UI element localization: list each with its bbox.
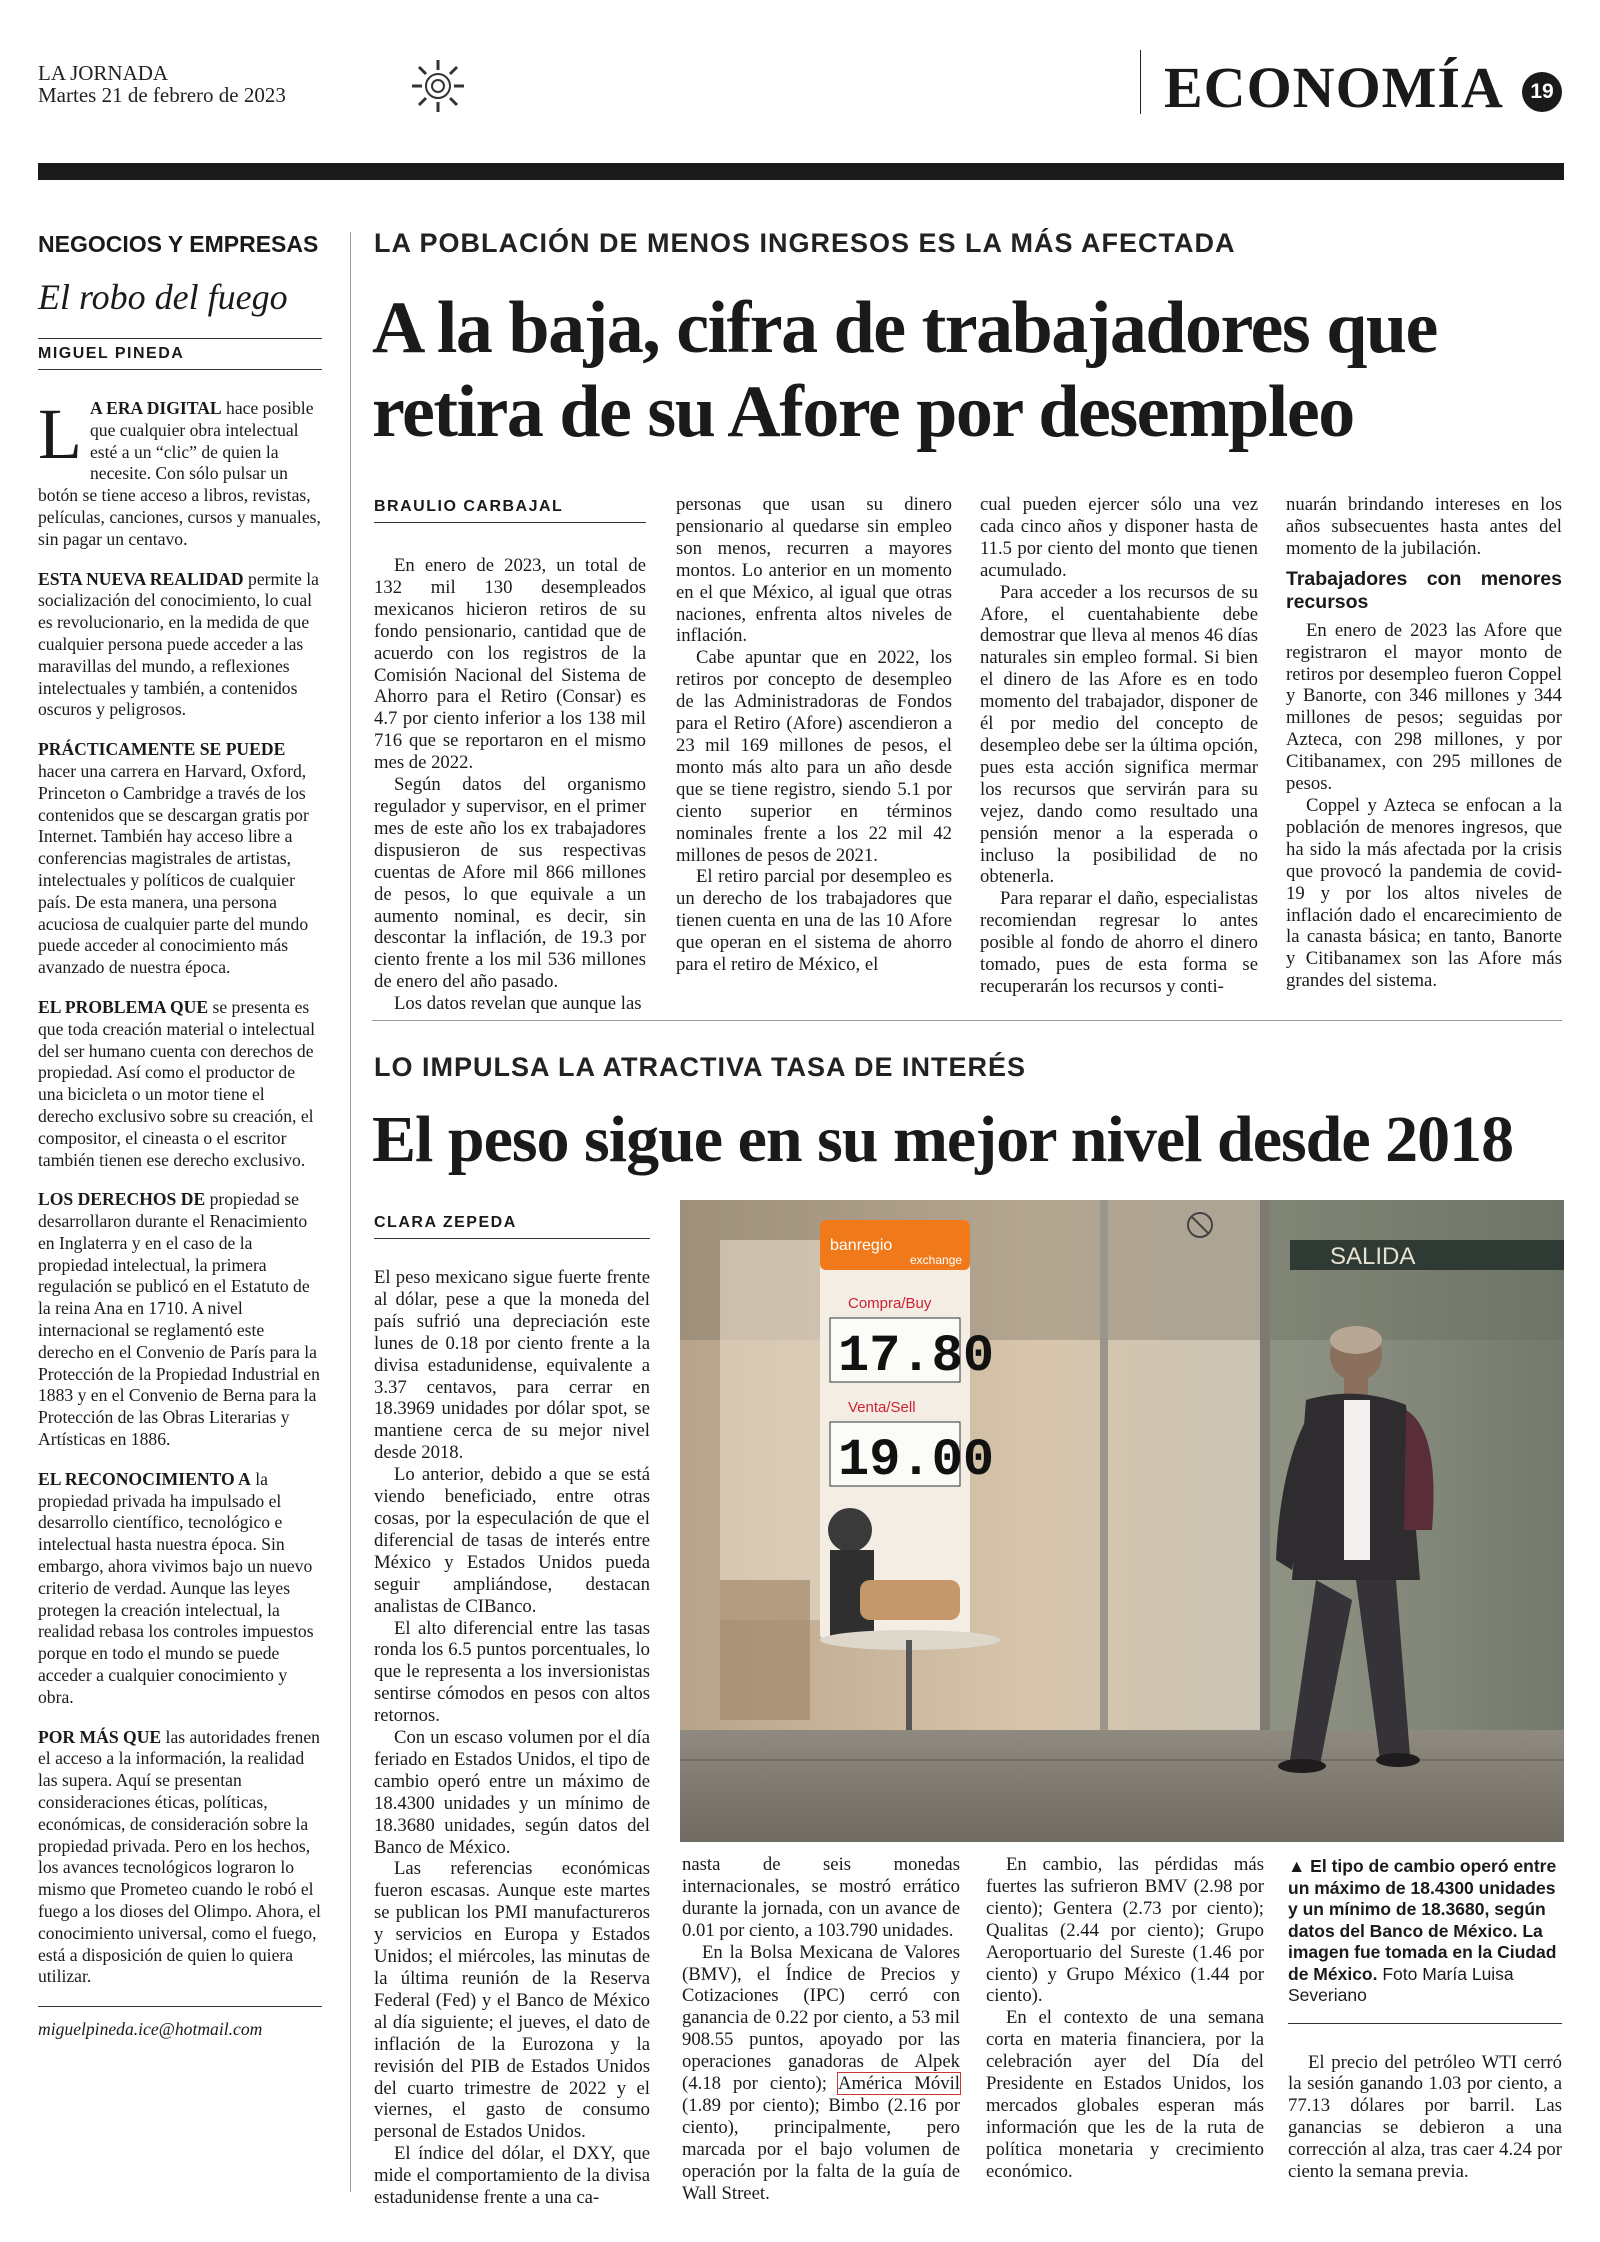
sign-exchange: exchange — [910, 1253, 963, 1267]
article2-byline: CLARA ZEPEDA — [374, 1214, 517, 1231]
photo-credit: Foto María Luisa Severiano — [1288, 1963, 1514, 2005]
publication-name: LA JORNADA — [38, 61, 169, 85]
section-title: ECONOMÍA — [1164, 55, 1504, 120]
buy-rate: 17.80 — [838, 1327, 995, 1386]
article2-paragraph: Lo anterior, debido a que se está viendo beneficiado, entre otras cosas, por la especulación de que el diferencial de tasas de interés entre México y Estados Unidos pueda seguir ampliándose, destacan analistas de CIBanco. — [374, 1464, 650, 1617]
column-separator — [350, 232, 351, 2192]
author-email-link[interactable]: miguelpineda.ice@hotmail.com — [38, 2019, 263, 2040]
article2-column-1 — [374, 1208, 650, 2209]
article1-paragraph: Los datos revelan que aunque las — [394, 993, 642, 1015]
article2-paragraph: En la Bolsa Mexicana de Valores (BMV), el Índice de Precios y Cotizaciones (IPC) cerró con ganancia de 0.22 por ciento, a 53 mil 908.55 puntos, apoyado por las operaciones ganadoras de Alpek (4.18 por ciento); América Móvil (1.89 por ciento); Bimbo (2.16 por ciento), principalmente, pero marcada por el bajo volumen de operación por la falta de la guía de Wall Street. — [682, 1941, 960, 2204]
column-paragraph: POR MÁS QUE las autoridades frenen el acceso a la información, la realidad las supera. Aquí se presentan consideraciones éticas, políticas, económicas, de consideración sobre la propiedad privada. Pero en los hechos, los avances tecnológicos lograron lo mismo que Prometeo cuando le robó el fuego a los dioses del Olimpo. Ahora, el conocimiento universal, como el fuego, está a disposición de quien lo quiera utilizar. — [38, 1726, 321, 1987]
article2-column-3 — [986, 1854, 1264, 2183]
column-paragraph: EL PROBLEMA QUE se presenta es que toda creación material o intelectual del ser humano cuenta con derechos de propiedad. Así como el productor de una bicicleta o un motor tiene el derecho exclusivo sobre su creación, el compositor, el cineasta o el escritor también tienen ese derecho exclusivo. — [38, 996, 315, 1170]
article1-byline: BRAULIO CARBAJAL — [374, 498, 564, 515]
column-paragraph: ESTA NUEVA REALIDAD permite la socialización del conocimiento, lo cual es revolucionario, en la medida de que cualquier persona puede acceder a las maravillas del mundo, a reflexiones intelectuales y también, a contenidos oscuros y peligrosos. — [38, 568, 319, 720]
article2-column-2 — [682, 1854, 960, 2205]
photo-caption: ▲ El tipo de cambio operó entre un máximo de 18.4300 unidades y un mínimo de 18.3680, según datos del Banco de México. La imagen fue tomada en la Ciudad de México. Foto María Luisa Severiano — [1288, 1856, 1557, 2005]
column-rule — [38, 338, 322, 339]
byline-rule — [374, 522, 646, 523]
header-rule — [38, 163, 1564, 180]
article2-kicker: LO IMPULSA LA ATRACTIVA TASA DE INTERÉS — [374, 1052, 1026, 1082]
sun-logo-icon — [410, 58, 466, 114]
sell-label: Venta/Sell — [848, 1399, 916, 1416]
column-paragraph: LOS DERECHOS DE propiedad se desarrollaron durante el Renacimiento en Inglaterra y en el caso de la propiedad intelectual, la primera regulación se publicó en el Estatuto de la reina Ana en 1710. A nivel internacional se reglamentó este derecho en el Convenio de París para la Protección de la Propiedad Industrial en 1883 y en el Convenio de Berna para la Protección de las Obras Literarias y Artísticas en 1886. — [38, 1189, 320, 1450]
article1-paragraph: Para acceder a los recursos de su Afore, el cuentahabiente debe demostrar que lleva al menos 46 días naturales sin empleo formal. Si bien el dinero de las Afore es en todo momento del trabajador, disponer de él por medio del concepto de desempleo debe ser la última opción, pues esta acción significa mermar los recursos que servirán para su vejez, dando como resultado una pensión menor a la esperada o incluso la posibilidad de no obtenerla. — [980, 581, 1258, 888]
article1-subhead: Trabajadores con menores recursos — [1286, 567, 1562, 613]
article1-paragraph: Para reparar el daño, especialistas recomiendan regresar lo antes posible al fondo de ahorro el dinero tomado, pues de esta forma se recuperarán los recursos y conti- — [980, 888, 1258, 997]
article1-column-3 — [980, 494, 1258, 998]
article1-headline: A la baja, cifra de trabajadores que retira de su Afore por desempleo — [372, 287, 1437, 453]
publication-date: Martes 21 de febrero de 2023 — [38, 83, 286, 107]
article1-paragraph: En enero de 2023 las Afore que registraron el mayor monto de retiros por desempleo fueron Coppel y Banorte, con 346 millones y 344 millones de pesos; seguidas por Azteca, con 298 millones, y por Citibanamex, con 295 millones de pesos. — [1286, 619, 1562, 795]
news-photo — [680, 1200, 1564, 1842]
column-rule — [38, 2006, 322, 2007]
column-paragraph: EL RECONOCIMIENTO A la propiedad privada ha impulsado el desarrollo científico, tecnológico e intelectual hasta nuestra época. Sin embargo, ahora vivimos bajo un nuevo criterio de verdad. Aunque las leyes protegen la creación intelectual, la realidad rebasa los controles impuestos porque en todo el mundo se puede acceder a cualquier conocimiento y obra. — [38, 1468, 314, 1707]
header-divider — [1140, 50, 1141, 114]
article1-paragraph: Según datos del organismo regulador y supervisor, en el primer mes de este año los ex trabajadores dispusieron de sus respectivas cuentas de Afore mil 866 millones de pesos, lo que equivale a un aumento nominal, es decir, sin descontar la inflación, de 19.3 por ciento frente a los mil 536 millones de enero del año pasado. — [374, 774, 646, 993]
article1-paragraph: cual pueden ejercer sólo una vez cada cinco años y disponer hasta de 11.5 por ciento del monto que tienen acumulado. — [980, 494, 1258, 581]
article2-paragraph: El alto diferencial entre las tasas ronda los 6.5 puntos porcentuales, lo que le representa a los inversionistas sentirse cómodos en pesos con altos retornos. — [374, 1617, 650, 1727]
byline-rule — [374, 1238, 650, 1239]
article1-paragraph: nuarán brindando intereses en los años subsecuentes hasta antes del momento de la jubilación. — [1286, 494, 1562, 559]
article2-paragraph: nasta de seis monedas internacionales, se mostró errático durante la jornada, con un avance de 0.01 por ciento, a 103.790 unidades. — [682, 1854, 960, 1941]
page-number-badge: 19 — [1522, 72, 1562, 112]
article1-paragraph: El retiro parcial por desempleo es un derecho de los trabajadores que tienen cuenta en una de las 10 Afore que operan en el sistema de ahorro para el retiro de México, el — [676, 866, 952, 976]
article2-paragraph: Con un escaso volumen por el día feriado en Estados Unidos, el tipo de cambio operó entre un máximo de 18.4300 unidades y un mínimo de 18.3680 unidades, según datos del Banco de México. — [374, 1727, 650, 1858]
column-author: MIGUEL PINEDA — [38, 345, 185, 362]
column-rule — [38, 369, 322, 370]
opinion-column — [38, 230, 322, 2040]
column-paragraph: PRÁCTICAMENTE SE PUEDE hacer una carrera en Harvard, Oxford, Princeton o Cambridge a través de los contenidos que se descargan gratis por Internet. También hay acceso libre a conferencias magistrales de artistas, intelectuales y políticos de cualquier país. De esta manera, una persona acuciosa de cualquier parte del mundo puede acceder al conocimiento más avanzado de nuestra época. — [38, 739, 309, 978]
caption-rule — [1288, 2023, 1562, 2024]
article2-headline: El peso sigue en su mejor nivel desde 2018 — [372, 1103, 1514, 1176]
sign-brand: banregio — [830, 1237, 893, 1254]
article2-paragraph: En cambio, las pérdidas más fuertes las sufrieron BMV (2.98 por ciento); Gentera (2.73 por ciento); Qualitas (2.44 por ciento); Grupo Aeroportuario del Sureste (1.46 por ciento) y Grupo México (1.44 por ciento). — [986, 1854, 1264, 2007]
masthead — [38, 62, 286, 106]
column-title: NEGOCIOS Y EMPRESAS — [38, 231, 319, 257]
article1-paragraph: En enero de 2023, un total de 132 mil 130 desempleados mexicanos hicieron retiros de su fondo pensionario, cantidad que de acuerdo con los registros de la Comisión Nacional del Sistema de Ahorro para el Retiro (Consar) es 4.7 por ciento inferior a los 138 mil 716 que se reportaron en el mismo mes de 2022. — [374, 555, 646, 774]
article2-paragraph: El índice del dólar, el DXY, que mide el comportamiento de la divisa estadunidense frente a una ca- — [374, 2143, 650, 2209]
article1-column-4 — [1286, 494, 1562, 992]
article2-paragraph: El precio del petróleo WTI cerró la sesión ganando 1.03 por ciento, a 77.13 dólares por barril. Las ganancias se debieron a una corrección al alza, tras caer 4.24 por ciento la semana previa. — [1288, 2051, 1562, 2183]
article2-paragraph: En el contexto de una semana corta en materia financiera, por la celebración ayer del Día del Presidente en Estados Unidos, los mercados globales esperan más información que les de la ruta de política monetaria y crecimiento económico. — [986, 2007, 1264, 2182]
photo-caption-block — [1288, 1856, 1562, 2183]
photo-illustration — [680, 1200, 1564, 1842]
column-body — [38, 394, 322, 1988]
article1-paragraph: Cabe apuntar que en 2022, los retiros por concepto de desempleo de las Administradoras de Fondos para el Retiro (Afore) ascendieron a 23 mil 169 millones de pesos, el monto más alto para un año desde que se tiene registro, siendo 5.1 por ciento superior en términos nominales frente a los 22 mil 42 millones de pesos de 2021. — [676, 647, 952, 866]
article-separator — [372, 1020, 1562, 1021]
article1-column-2 — [676, 494, 952, 976]
article1-kicker: LA POBLACIÓN DE MENOS INGRESOS ES LA MÁS AFECTADA — [374, 228, 1236, 258]
article2-paragraph: Las referencias económicas fueron escasas. Aunque este martes se publican los PMI manufactureros y servicios en Europa y Estados Unidos; el miércoles, las minutas de la última reunión de la Reserva Federal (Fed) y el Banco de México al día siguiente; el jueves, el dato de inflación de la Eurozona y la revisión del PIB de Estados Unidos del cuarto trimestre de 2022 y el viernes, el gasto de consumo personal de Estados Unidos. — [374, 1858, 650, 2143]
article1-column-1 — [374, 492, 646, 1015]
article1-paragraph: personas que usan su dinero pensionario al quedarse sin empleo son menos, recurren a mayores montos. Lo anterior en un momento en el que México, al igual que otras naciones, enfrenta altos niveles de inflación. — [676, 494, 952, 647]
salida-sign: SALIDA — [1330, 1243, 1416, 1270]
sell-rate: 19.00 — [838, 1431, 995, 1490]
highlighted-company: América Móvil — [837, 2073, 960, 2095]
buy-label: Compra/Buy — [848, 1295, 932, 1312]
column-subtitle: El robo del fuego — [38, 277, 288, 317]
article2-paragraph: El peso mexicano sigue fuerte frente al dólar, pese a que la moneda del país sufrió una depreciación este lunes de 0.18 por ciento frente a la divisa estadunidense, equivalente a 3.37 centavos, para cerrar en 18.3969 unidades por dólar spot, se mantiene cerca de su mejor nivel desde 2018. — [374, 1267, 650, 1464]
article1-paragraph: Coppel y Azteca se enfocan a la población de menores ingresos, que ha sido la más afectada por la crisis que provocó la pandemia de covid-19 y por los altos niveles de inflación dado el encarecimiento de la canasta básica; en tanto, Banorte y Citibanamex son las Afore más grandes del sistema. — [1286, 794, 1562, 992]
drop-cap: L — [38, 394, 82, 474]
column-paragraph: L A ERA DIGITAL hace posible que cualquier obra intelectual esté a un “clic” de quien la necesite. Con sólo pulsar un botón se tiene acceso a libros, revistas, películas, canciones, cursos y manuales, sin pagar un centavo. — [38, 394, 321, 549]
